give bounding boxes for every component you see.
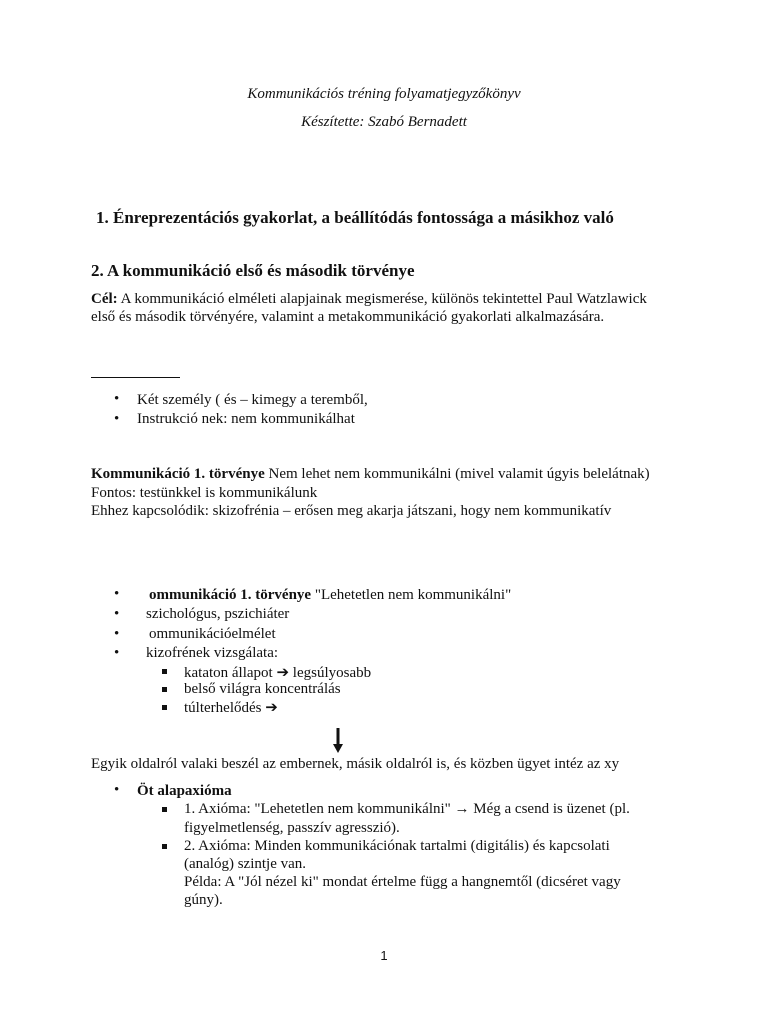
law-1-related: Ehhez kapcsolódik: skizofrénia – erősen meg akarja játszani, hogy nem kommunikatív	[91, 503, 612, 519]
sub-list-text: legsúlyosabb	[289, 665, 372, 681]
goal-label: Cél:	[91, 291, 118, 307]
list-item: Két személy ( és – kimegy a teremből,	[137, 392, 368, 408]
axiom-2-line-4: gúny).	[184, 892, 223, 908]
other-side-line: Egyik oldalról valaki beszél az embernek, másik oldalról is, és közben ügyet intéz az xy	[91, 756, 620, 772]
axiom-1-line-1: 1. Axióma: "Lehetetlen nem kommunikálni" → Még a csend is üzenet (pl.	[184, 801, 630, 817]
law-1-label: Kommunikáció 1. törvénye	[91, 466, 265, 482]
page-number: 1	[380, 948, 388, 963]
list-item: ommunikációelmélet	[149, 626, 276, 642]
list-item: szichológus, pszichiáter	[146, 606, 290, 622]
bullet-icon: •	[114, 411, 120, 427]
axiom-2-line-3: Példa: A "Jól nézel ki" mondat értelme függ a hangnemtől (dicséret vagy	[184, 874, 621, 890]
section-1-heading: 1. Énreprezentációs gyakorlat, a beállítódás fontossága a másikhoz való	[96, 208, 614, 227]
short-divider	[91, 377, 180, 378]
bullet-icon: •	[114, 586, 120, 602]
square-bullet-icon	[162, 687, 167, 692]
goal-text-1: A kommunikáció elméleti alapjainak megismerése, különös tekintettel Paul Watzlawick	[117, 291, 647, 307]
list-item-quote: "Lehetetlen nem kommunikálni"	[311, 587, 512, 603]
bullet-icon: •	[114, 645, 120, 661]
down-arrow-icon	[333, 728, 343, 753]
section-2-heading: 2. A kommunikáció első és második törvénye	[91, 261, 415, 280]
sub-list-item	[184, 698, 278, 717]
list-item: Instrukció nek: nem kommunikálhat	[137, 411, 355, 427]
axioms-title: Öt alapaxióma	[137, 783, 232, 799]
right-arrow-icon: ➔	[265, 700, 278, 716]
law-1-note: Fontos: testünkkel is kommunikálunk	[91, 485, 318, 501]
sub-list-text: túlterhelődés	[184, 700, 266, 716]
axiom-2-line-2: (analóg) szintje van.	[184, 856, 307, 872]
bullet-icon: •	[114, 626, 120, 642]
law-1-line	[91, 465, 650, 483]
document-title: Kommunikációs tréning folyamatjegyzőkönyv	[247, 86, 521, 102]
sub-list-item: belső világra koncentrálás	[184, 681, 341, 697]
bullet-icon: •	[114, 606, 120, 622]
square-bullet-icon	[162, 844, 167, 849]
bullet-icon: •	[114, 391, 120, 407]
goal-paragraph-line-2: első és második törvényére, valamint a metakommunikáció gyakorlati alkalmazására.	[91, 309, 605, 325]
list-item	[149, 587, 511, 604]
right-arrow-icon: ➔	[276, 665, 290, 681]
document-author: Készítette: Szabó Bernadett	[301, 114, 467, 130]
square-bullet-icon	[162, 807, 167, 812]
goal-paragraph-line-1	[91, 290, 647, 308]
bullet-icon: •	[114, 782, 120, 798]
square-bullet-icon	[162, 705, 167, 710]
list-item-bold: ommunikáció 1. törvénye	[149, 587, 312, 603]
axiom-1-line-2: figyelmetlenség, passzív agresszió).	[184, 820, 400, 836]
square-bullet-icon	[162, 669, 167, 674]
law-1-text: Nem lehet nem kommunikálni (mivel valamit úgyis belelátnak)	[264, 466, 650, 482]
list-item: kizofrének vizsgálata:	[146, 645, 279, 661]
sub-list-text: kataton állapot	[184, 665, 277, 681]
sub-list-item	[184, 663, 371, 682]
axiom-2-line-1: 2. Axióma: Minden kommunikációnak tartalmi (digitális) és kapcsolati	[184, 838, 610, 854]
